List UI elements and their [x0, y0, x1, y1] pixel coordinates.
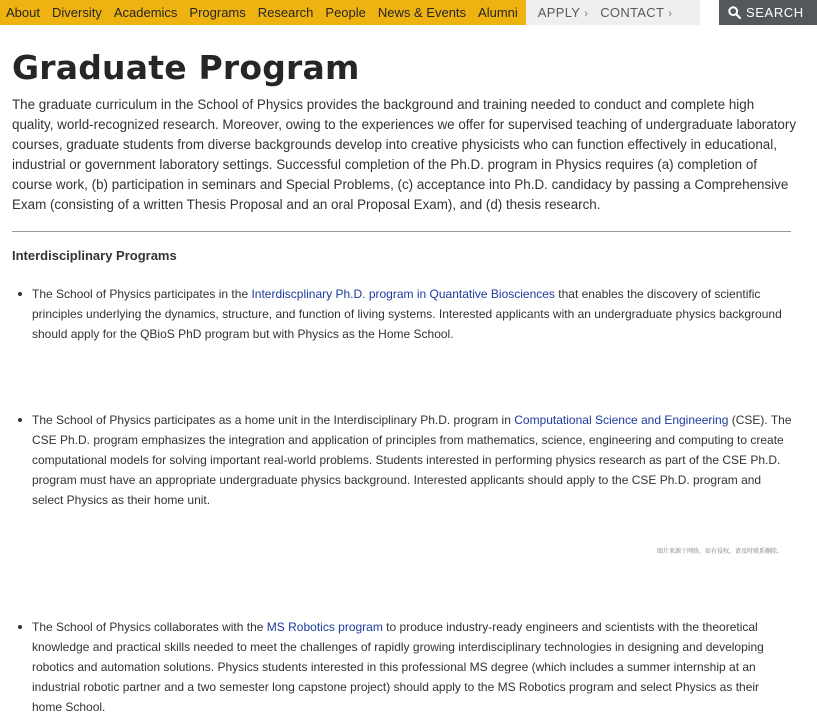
- search-button[interactable]: [719, 0, 817, 25]
- chevron-right-icon: ›: [584, 8, 589, 20]
- item-text-before: The School of Physics participates as a home unit in the Interdisciplinary Ph.D. program in: [32, 413, 515, 427]
- list-item: [32, 284, 792, 344]
- nav-item-programs[interactable]: Programs: [189, 5, 246, 20]
- watermark: 图片来源于网络，如有侵权，请及时联系删除。: [657, 549, 784, 555]
- list-item: [32, 617, 772, 717]
- nav-item-about[interactable]: About: [6, 5, 40, 20]
- search-label: SEARCH: [746, 5, 804, 20]
- secondary-nav: [526, 0, 700, 25]
- item-text-after: (CSE). The CSE Ph.D. program emphasizes the integration and application of principles from mathematics, science, engineering and computing to create computational models for solving important real-world problems. Students interested in performing physics research as part of the CSE Ph.D. program must have an appropriate undergraduate physics background. Interested applicants should apply to the CSE Ph.D. program and select Physics as their home unit.: [32, 413, 792, 507]
- contact-label: CONTACT: [600, 5, 665, 20]
- bullet-icon: [18, 418, 22, 422]
- nav-item-academics[interactable]: Academics: [113, 5, 178, 20]
- ms-robotics-link[interactable]: MS Robotics program: [266, 620, 383, 634]
- bullet-icon: [18, 292, 22, 296]
- apply-link[interactable]: [526, 0, 588, 25]
- apply-label: APPLY: [537, 5, 581, 20]
- nav-item-diversity[interactable]: Diversity: [51, 5, 102, 20]
- item-text-before: The School of Physics collaborates with the: [32, 620, 267, 634]
- item-text-before: The School of Physics participates in the: [32, 287, 252, 301]
- cse-program-link[interactable]: Computational Science and Engineering: [514, 413, 729, 427]
- nav-item-news-events[interactable]: News & Events: [377, 5, 467, 20]
- primary-nav: [0, 0, 526, 25]
- interdisciplinary-heading: Interdisciplinary Programs: [12, 248, 177, 263]
- intro-paragraph: The graduate curriculum in the School of Physics provides the background and training needed to conduct and complete high quality, world-recognized research. Moreover, owing to the experiences we offer for supervised teaching of undergraduate laboratory courses, graduate students from diverse backgrounds develop into creative physicists who can function effectively in educational, industrial or government laboratory settings. Successful completion of the Ph.D. program in Physics requires (a) completion of course work, (b) participation in seminars and Special Problems, (c) acceptance into Ph.D. candidacy by passing a Comprehensive Exam (consisting of a written Thesis Proposal and an oral Proposal Exam), and (d) thesis research.: [12, 97, 797, 212]
- list-item: [32, 410, 792, 510]
- item-text-after: to produce industry-ready engineers and scientists with the theoretical knowledge and practical skills needed to meet the challenges of rapidly growing interdisciplinary technologies in designing and developing robotics and automation solutions. Physics students interested in this professional MS degree (which includes a summer internship at an industrial robotic partner and a two semester long capstone project) should apply to the MS Robotics program and select Physics as their home School.: [32, 620, 764, 714]
- qbios-program-link[interactable]: Interdiscplinary Ph.D. program in Quantative Biosciences: [251, 287, 555, 301]
- nav-item-people[interactable]: People: [325, 5, 366, 20]
- search-icon: [728, 6, 741, 19]
- section-divider: [12, 231, 791, 232]
- top-navigation: [0, 0, 817, 25]
- chevron-right-icon: ›: [668, 8, 673, 20]
- contact-link[interactable]: [588, 0, 672, 25]
- nav-item-research[interactable]: Research: [257, 5, 314, 20]
- page-title: Graduate Program: [12, 48, 360, 87]
- nav-spacer: [700, 0, 719, 25]
- nav-item-alumni[interactable]: Alumni: [478, 5, 518, 20]
- item-text-after: that enables the discovery of scientific principles underlying the dynamics, structure, and function of living systems. Interested applicants with an undergraduate physics background should apply for the QBioS PhD program but with Physics as the Home School.: [32, 287, 782, 341]
- bullet-icon: [18, 625, 22, 629]
